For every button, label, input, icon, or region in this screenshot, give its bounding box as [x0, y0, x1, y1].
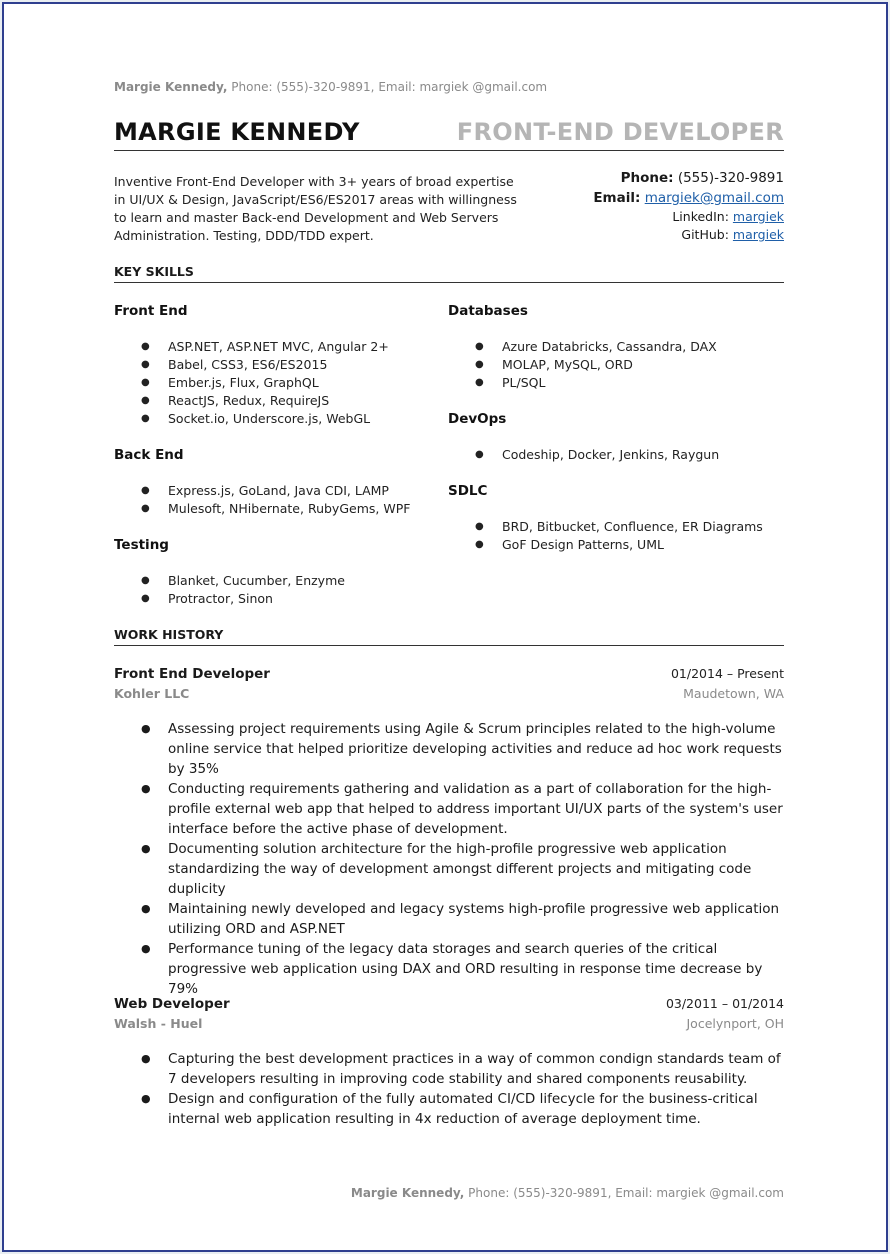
list-item: ● Blanket, Cucumber, Enzyme	[114, 572, 345, 590]
job-bullets	[114, 1049, 784, 1129]
list-item: ● Documenting solution architecture for the high-profile progressive web application standardizing the way of development amongst different projects and mitigating code duplicity	[114, 839, 784, 899]
list-item: ● Babel, CSS3, ES6/ES2015	[114, 356, 389, 374]
contact-github-row	[593, 226, 784, 244]
email-link[interactable]: margiek@gmail.com	[644, 190, 784, 206]
candidate-role: FRONT-END DEVELOPER	[456, 118, 784, 146]
contact-email-row	[593, 188, 784, 208]
header-contact-line	[114, 80, 547, 94]
header-top-name: Margie Kennedy,	[114, 80, 228, 94]
skill-list-testing	[114, 572, 345, 608]
contact-phone-row	[593, 168, 784, 188]
job-dates: 03/2011 – 01/2014	[665, 996, 784, 1011]
skill-heading-databases: Databases	[448, 303, 528, 319]
skill-heading-front-end: Front End	[114, 303, 188, 319]
skill-heading-back-end: Back End	[114, 447, 184, 463]
list-item: ● Express.js, GoLand, Java CDI, LAMP	[114, 482, 410, 500]
list-item: ● Design and configuration of the fully automated CI/CD lifecycle for the business-critical internal web application resulting in 4x reduction of average deployment time.	[114, 1089, 784, 1129]
list-item: ● Maintaining newly developed and legacy systems high-profile progressive web application utilizing ORD and ASP.NET	[114, 899, 784, 939]
phone-label: Phone:	[620, 170, 674, 186]
work-history-title: WORK HISTORY	[114, 627, 784, 646]
list-item: ● Codeship, Docker, Jenkins, Raygun	[448, 446, 719, 464]
list-item: ● ASP.NET, ASP.NET MVC, Angular 2+	[114, 338, 389, 356]
skill-heading-devops: DevOps	[448, 411, 507, 427]
contact-block	[593, 168, 784, 244]
key-skills-title: KEY SKILLS	[114, 264, 784, 283]
list-item: ● Capturing the best development practices in a way of common condign standards team of 7 developers resulting in improving code stability and shared components reusability.	[114, 1049, 784, 1089]
resume-page	[2, 2, 888, 1252]
job-company: Kohler LLC	[114, 686, 190, 701]
list-item: ● BRD, Bitbucket, Confluence, ER Diagrams	[448, 518, 763, 536]
footer-contact-line	[351, 1186, 784, 1200]
job-dates: 01/2014 – Present	[670, 666, 784, 681]
github-link[interactable]: margiek	[732, 227, 784, 242]
phone-value: (555)-320-9891	[673, 170, 784, 186]
job-title: Web Developer	[114, 996, 230, 1012]
summary-text: Inventive Front-End Developer with 3+ years of broad expertise in UI/UX & Design, JavaScript/ES6/ES2017 areas with willingness to learn and master Back-end Development and Web Servers Administration. Testing, DDD/TDD expert.	[114, 174, 517, 243]
linkedin-label: LinkedIn:	[672, 209, 733, 224]
list-item: ● Ember.js, Flux, GraphQL	[114, 374, 389, 392]
skill-list-devops	[448, 446, 719, 464]
list-item: ● MOLAP, MySQL, ORD	[448, 356, 717, 374]
job-title: Front End Developer	[114, 666, 270, 682]
list-item: ● Protractor, Sinon	[114, 590, 345, 608]
list-item: ● Azure Databricks, Cassandra, DAX	[448, 338, 717, 356]
list-item: ● Assessing project requirements using Agile & Scrum principles related to the high-volume online service that helped prioritize developing activities and reduce ad hoc work requests by 35%	[114, 719, 784, 779]
skill-heading-sdlc: SDLC	[448, 483, 488, 499]
linkedin-link[interactable]: margiek	[732, 209, 784, 224]
footer-name: Margie Kennedy,	[350, 1186, 465, 1200]
candidate-name: MARGIE KENNEDY	[114, 118, 360, 146]
skill-list-front-end	[114, 338, 389, 428]
header-divider	[114, 150, 784, 151]
skill-heading-testing: Testing	[114, 537, 169, 553]
list-item: ● Mulesoft, NHibernate, RubyGems, WPF	[114, 500, 410, 518]
header-top-contact: Phone: (555)-320-9891, Email: margiek @gmail.com	[227, 80, 548, 94]
job-location: Maudetown, WA	[683, 686, 784, 701]
list-item: ● ReactJS, Redux, RequireJS	[114, 392, 389, 410]
skill-list-back-end	[114, 482, 410, 518]
job-location: Jocelynport, OH	[686, 1016, 784, 1031]
list-item: ● Socket.io, Underscore.js, WebGL	[114, 410, 389, 428]
job-company: Walsh - Huel	[114, 1016, 203, 1031]
job-bullets	[114, 719, 784, 999]
skill-list-databases	[448, 338, 717, 392]
skill-list-sdlc	[448, 518, 763, 554]
contact-linkedin-row	[593, 208, 784, 226]
email-label: Email:	[593, 190, 641, 206]
list-item: ● Performance tuning of the legacy data storages and search queries of the critical progressive web application using DAX and ORD resulting in response time decrease by 79%	[114, 939, 784, 999]
footer-contact: Phone: (555)-320-9891, Email: margiek @gmail.com	[464, 1186, 784, 1200]
github-label: GitHub:	[681, 227, 733, 242]
list-item: ● PL/SQL	[448, 374, 717, 392]
list-item: ● GoF Design Patterns, UML	[448, 536, 763, 554]
list-item: ● Conducting requirements gathering and validation as a part of collaboration for the high-profile external web app that helped to address important UI/UX parts of the system's user interface before the active phase of development.	[114, 779, 784, 839]
